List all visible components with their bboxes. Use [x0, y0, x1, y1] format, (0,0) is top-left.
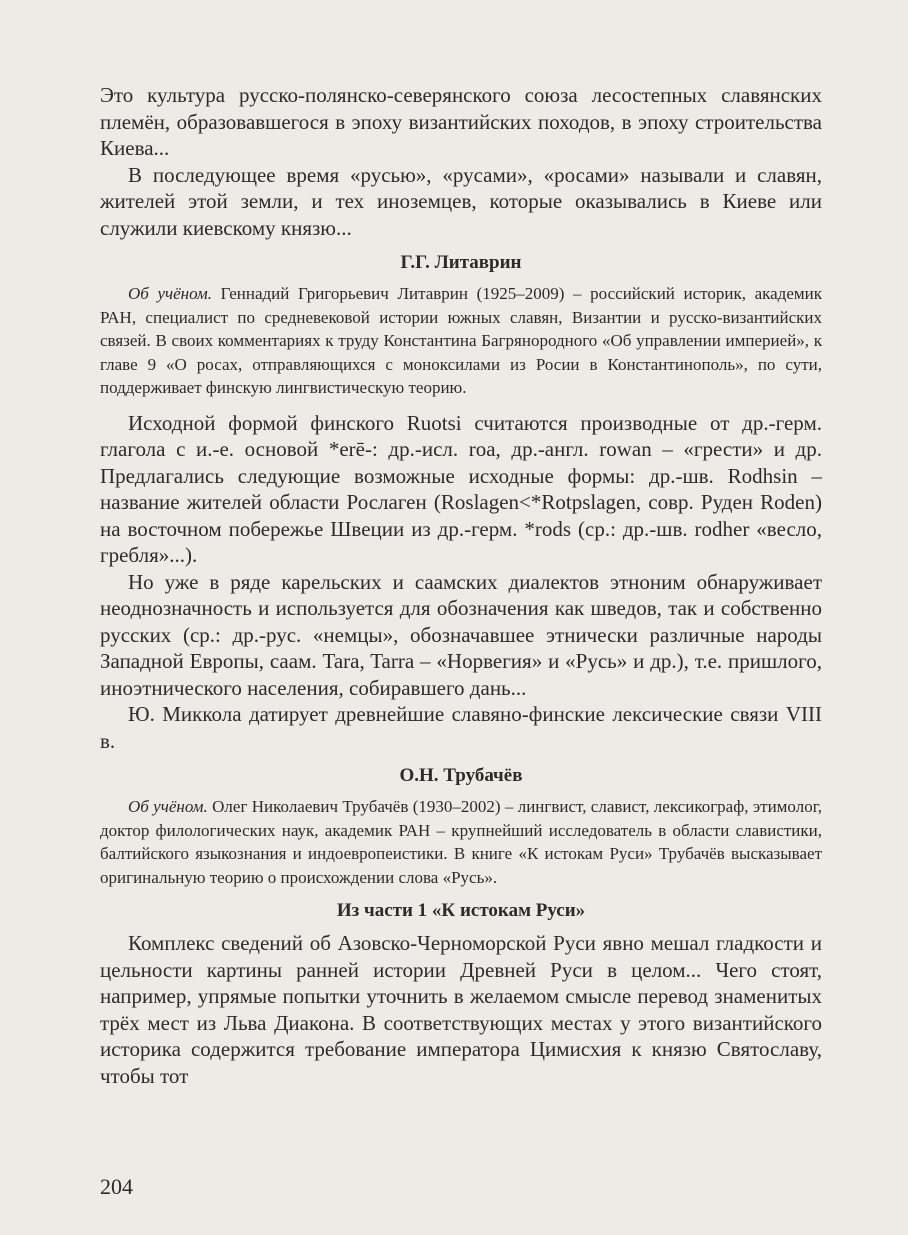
heading-part-1: Из части 1 «К истокам Руси»: [336, 900, 586, 921]
paragraph-mikkola: Ю. Миккола датирует древнейшие славяно-финские лексические связи VIII в.: [100, 702, 822, 753]
heading-litavrin: Г.Г. Литаврин: [400, 252, 522, 273]
paragraph-ruotsi: Исходной формой финского Ruotsi считаются производные от др.-герм. глагола с и.-е. основой *erē-: др.-исл. roa, др.-англ. rowan – «грести» и др. Предлагались следующие возможные исходные формы: др.-шв. Rodhsin – название жителей области Рослаген (Roslagen<*Rotpslagen, совр. Руден Roden) на восточном побережье Швеции из др.-герм. *rods (ср.: др.-шв. rodher «весло, гребля»...).: [100, 410, 822, 567]
page-number: 204: [100, 1174, 133, 1199]
heading-trubachev: О.Н. Трубачёв: [399, 765, 523, 786]
paragraph-rus-names: В последующее время «русью», «русами», «росами» называли и славян, жителей этой земли, и тех иноземцев, которые оказывались в Киеве или служили киевскому князю...: [100, 162, 822, 240]
paragraph-culture: Это культура русско-полянско-северянского союза лесостепных славянских племён, образовавшегося в эпоху византийских походов, в эпоху строительства Киева...: [100, 83, 822, 160]
bio-lead-label: Об учёном.: [128, 797, 208, 816]
paragraph-karelian: Но уже в ряде карельских и саамских диалектов этноним обнаруживает неоднозначность и используется для обозначения как шведов, так и собственно русских (ср.: др.-рус. «немцы», обозначавшее этнически различные народы Западной Европы, саам. Tara, Tarra – «Норвегия» и «Русь» и др.), т.е. пришлого, иноэтнического населения, собиравшего дань...: [100, 569, 822, 700]
page-content: [100, 82, 822, 1089]
bio-litavrin-text: Геннадий Григорьевич Литаврин (1925–2009) – российский историк, академик РАН, специалист по средневековой истории южных славян, Византии и русско-византийских связей. В своих комментариях к труду Константина Багрянородного «Об управлении империей», к главе 9 «О росах, отправляющихся с моноксилами из Росии в Константинополь», по сути, поддерживает финскую лингвистическую теорию.: [100, 284, 822, 397]
paragraph-azov-rus: Комплекс сведений об Азовско-Черноморской Руси явно мешал гладкости и цельности картины ранней истории Древней Руси в целом... Чего стоят, например, упрямые попытки уточнить в желаемом смысле перевод знаменитых трёх мест из Льва Диакона. В соответствующих местах у этого византийского историка содержится требование императора Цимисхия к князю Святославу, чтобы тот: [100, 931, 822, 1088]
bio-litavrin: [100, 282, 822, 400]
bio-trubachev: [100, 795, 822, 889]
bio-lead-label: Об учёном.: [128, 284, 213, 303]
bio-trubachev-text: Олег Николаевич Трубачёв (1930–2002) – лингвист, славист, лексикограф, этимолог, доктор филологических наук, академик РАН – крупнейший исследователь в области славистики, балтийского языкознания и индоевропеистики. В книге «К истокам Руси» Трубачёв высказывает оригинальную теорию о происхождении слова «Русь».: [100, 797, 822, 887]
